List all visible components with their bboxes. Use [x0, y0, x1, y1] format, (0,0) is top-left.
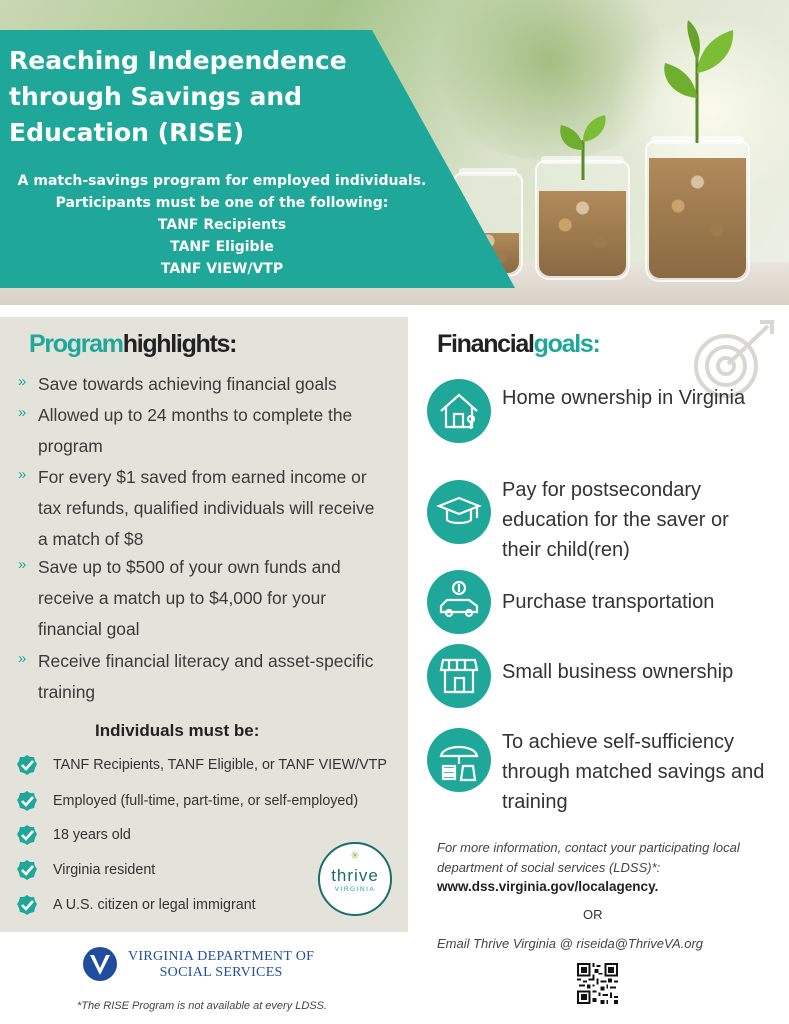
- hero-subtitle-line: A match-savings program for employed individuals.: [17, 173, 427, 189]
- chevron-right-icon: »: [18, 373, 27, 390]
- goal-icon-badge: [427, 379, 491, 443]
- page-title: Reaching Independence through Savings and Education (RISE): [9, 46, 347, 147]
- program-highlights-heading: Programhighlights:: [29, 330, 237, 358]
- checkmark-icon: [15, 823, 39, 847]
- vdss-agency-name: VIRGINIA DEPARTMENT OF SOCIAL SERVICES: [128, 949, 315, 980]
- storefront-icon: [435, 652, 483, 700]
- checkmark-icon: [15, 753, 39, 777]
- financial-goals-heading: Financialgoals:: [437, 330, 600, 358]
- goal-text: Small business ownership: [502, 661, 734, 683]
- hero-banner: [0, 0, 789, 305]
- car-icon: [435, 578, 483, 626]
- goal-text: To achieve self-sufficiency through matched savings and training: [502, 731, 765, 813]
- thrive-virginia-logo: ✳ thrive VIRGINIA: [318, 842, 392, 916]
- goal-icon-badge: [427, 480, 491, 544]
- eligibility-item: A U.S. citizen or legal immigrant: [15, 892, 256, 918]
- checkmark-icon: [15, 858, 39, 882]
- eligibility-item: Employed (full-time, part-time, or self-employed): [15, 788, 358, 814]
- goal-text: Pay for postsecondary education for the saver or their child(ren): [502, 479, 729, 561]
- or-separator: OR: [583, 907, 603, 922]
- highlight-bullet: » Save towards achieving financial goals: [20, 369, 380, 400]
- goal-icon-badge: [427, 570, 491, 634]
- eligibility-item: Virginia resident: [15, 857, 155, 883]
- hero-subtitle-line: Participants must be one of the following:: [55, 195, 389, 211]
- chevron-right-icon: »: [18, 650, 27, 667]
- chevron-right-icon: »: [18, 466, 27, 483]
- highlight-bullet: » For every $1 saved from earned income or tax refunds, qualified individuals will receive a match of $8: [20, 462, 380, 555]
- checkmark-icon: [15, 893, 39, 917]
- sprout-large-image: [655, 18, 740, 143]
- eligibility-item: 18 years old: [15, 822, 131, 848]
- chevron-right-icon: »: [18, 556, 27, 573]
- graduation-cap-icon: [435, 488, 483, 536]
- footnote: *The RISE Program is not available at every LDSS.: [77, 1000, 328, 1012]
- highlight-bullet: » Save up to $500 of your own funds and receive a match up to $4,000 for your financial goal: [20, 552, 380, 645]
- email-contact[interactable]: Email Thrive Virginia @ riseida@ThriveVA.org: [437, 936, 704, 951]
- goal-icon-badge: [427, 644, 491, 708]
- agency-link[interactable]: www.dss.virginia.gov/localagency.: [437, 879, 659, 894]
- sprout-medium-image: [553, 110, 613, 180]
- highlight-bullet: » Allowed up to 24 months to complete the program: [20, 400, 380, 462]
- goal-text: Purchase transportation: [502, 591, 715, 613]
- contact-info-text: For more information, contact your participating local department of social services (LDSS)*:: [437, 840, 740, 875]
- umbrella-money-icon: [435, 736, 483, 784]
- hero-subtitle-line: TANF Recipients: [157, 217, 287, 233]
- vdss-logo-icon: [82, 946, 118, 982]
- coin-jar-large-image: [645, 140, 750, 282]
- house-icon: [435, 387, 483, 435]
- hero-subtitle: [0, 170, 444, 280]
- qr-code-icon[interactable]: [577, 963, 618, 1004]
- sparkle-icon: ✳: [350, 849, 360, 862]
- eligibility-heading: Individuals must be:: [95, 721, 260, 740]
- chevron-right-icon: »: [18, 404, 27, 421]
- goal-text: Home ownership in Virginia: [502, 387, 746, 409]
- goal-icon-badge: [427, 728, 491, 792]
- hero-subtitle-line: TANF VIEW/VTP: [160, 261, 284, 277]
- highlight-bullet: » Receive financial literacy and asset-specific training: [20, 646, 380, 708]
- hero-subtitle-line: TANF Eligible: [170, 239, 274, 255]
- eligibility-item: TANF Recipients, TANF Eligible, or TANF VIEW/VTP: [15, 752, 387, 778]
- checkmark-icon: [15, 789, 39, 813]
